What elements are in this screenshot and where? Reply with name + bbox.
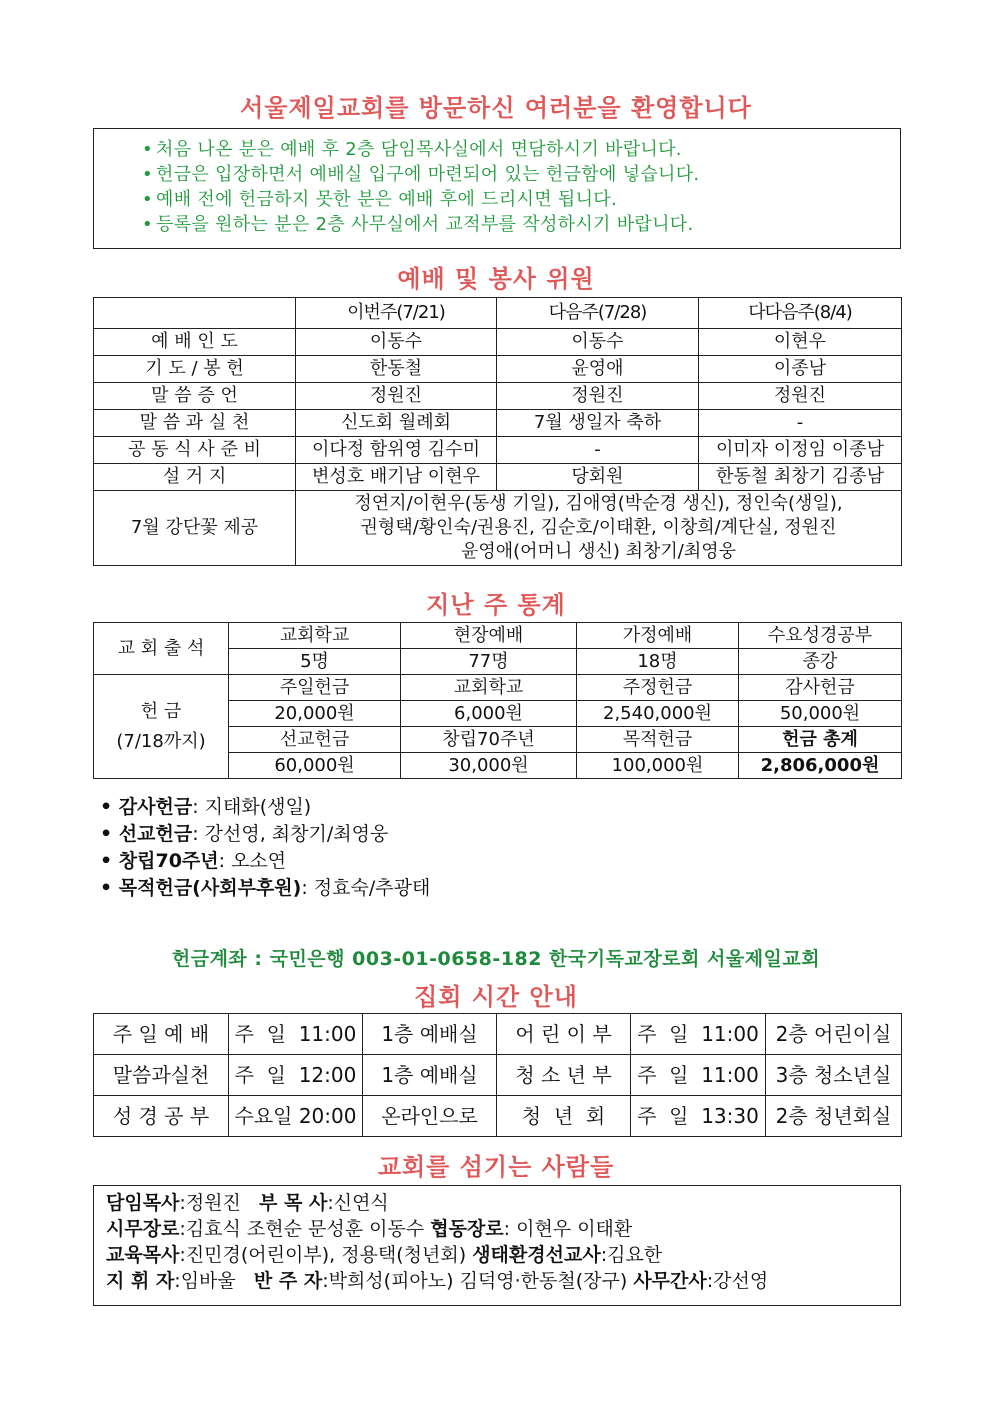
staff-title: 교회를 섬기는 사람들 [377,1153,615,1181]
offering-note [100,875,430,902]
bullet-icon: • [142,139,153,160]
schedule-cell: 온라인으로 [363,1096,497,1137]
attendance-value-row-cell: 77명 [401,649,577,675]
welcome-title: 서울제일교회를 방문하신 여러분을 환영합니다 [240,94,752,122]
flower-line: 정연지/이현우(동생 기일), 김애영(박순경 생신), 정인숙(생일), [354,493,843,514]
offering-note-label: 창립70주년 [118,850,219,872]
welcome-item-text: 등록을 원하는 분은 2층 사무실에서 교적부를 작성하시기 바랍니다. [156,214,694,235]
service-cell: 이종남 [699,356,902,383]
service-cell: 정원진 [296,383,497,410]
offering-header-row-cell: 헌금 총계 [739,727,902,753]
attendance-label: 교 회 출 석 [94,623,229,675]
offering-header-row-cell: 선교헌금 [229,727,401,753]
schedule-cell: 주 일 11:00 [631,1014,766,1055]
offering-label [94,675,229,779]
service-cell: 이동수 [296,329,497,356]
service-cell: 이동수 [497,329,699,356]
schedule-row [94,1055,902,1096]
service-cell: - [699,410,902,437]
service-cell: 7월 생일자 축하 [497,410,699,437]
attendance-value-row-cell: 5명 [229,649,401,675]
offering-label-sub: (7/18까지) [116,730,206,752]
attendance-value-row-cell: 18명 [577,649,739,675]
schedule-cell: 2층 청년회실 [766,1096,902,1137]
offering-note-text: : 강선영, 최창기/최영웅 [192,823,389,845]
service-header-cell: 다다음주(8/4) [699,298,902,329]
service-cell: 이현우 [699,329,902,356]
schedule-cell: 수요일 20:00 [229,1096,363,1137]
service-cell: 신도회 월례회 [296,410,497,437]
service-cell: 정원진 [497,383,699,410]
service-header-row [94,298,902,329]
service-cell: 한동철 최창기 김종남 [699,464,902,491]
offering-note-label: 감사헌금 [118,796,193,818]
staff-role: 담임목사 [106,1192,180,1214]
offering-account: 헌금계좌 : 국민은행 003-01-0658-182 한국기독교장로회 서울제일교회 [171,948,821,970]
welcome-item [142,212,900,237]
service-cell: 예 배 인 도 [94,329,296,356]
flower-cell [296,491,902,566]
service-row [94,437,902,464]
service-cell: 말 씀 과 실 천 [94,410,296,437]
service-cell: 공 동 식 사 준 비 [94,437,296,464]
service-row [94,329,902,356]
service-cell: 이미자 이정임 이종남 [699,437,902,464]
staff-names: :신연식 [327,1192,389,1214]
flower-line: 권형택/황인숙/권용진, 김순호/이태환, 이창희/계단실, 정원진 [360,517,837,538]
service-cell: 정원진 [699,383,902,410]
staff-box [93,1185,901,1306]
schedule-cell: 주 일 12:00 [229,1055,363,1096]
offering-value-row-cell: 30,000원 [401,753,577,779]
offering-value-row-cell: 20,000원 [229,701,401,727]
schedule-cell: 1층 예배실 [363,1055,497,1096]
offering-label-text: 헌 금 [140,700,182,722]
service-table [93,297,902,566]
service-cell: 설 거 지 [94,464,296,491]
offering-note-text: : 정효숙/추광태 [301,877,431,899]
offering-value-row-cell: 2,540,000원 [577,701,739,727]
flower-label: 7월 강단꽃 제공 [94,491,296,566]
offering-note-label: 선교헌금 [118,823,193,845]
staff-line [106,1190,888,1216]
service-cell: 당회원 [497,464,699,491]
offering-header-row-cell: 주일헌금 [229,675,401,701]
service-row [94,356,902,383]
bullet-icon: • [142,189,153,210]
staff-role: 반 주 자 [253,1270,323,1292]
service-cell: 기 도 / 봉 헌 [94,356,296,383]
staff-role: 생태환경선교사 [472,1244,601,1266]
staff-role: 사무간사 [633,1270,707,1292]
welcome-list [94,129,900,237]
offering-value-row-cell: 6,000원 [401,701,577,727]
service-row [94,410,902,437]
offering-note-text: : 오소연 [218,850,287,872]
welcome-item-text: 예배 전에 헌금하지 못한 분은 예배 후에 드리시면 됩니다. [156,189,618,210]
attendance-header-row [94,623,902,649]
service-row [94,464,902,491]
offering-value-row-cell: 50,000원 [739,701,902,727]
staff-names: :강선영 [706,1270,769,1292]
offering-header-row-cell: 감사헌금 [739,675,902,701]
flower-line: 윤영애(어머니 생신) 최창기/최영웅 [461,541,736,562]
service-header-cell: 이번주(7/21) [296,298,497,329]
schedule-cell: 2층 어린이실 [766,1014,902,1055]
welcome-box [93,128,901,249]
staff-names: :임바울 [174,1270,254,1292]
attendance-header-row-cell: 현장예배 [401,623,577,649]
service-cell: - [497,437,699,464]
staff-names: : 이현우 이태환 [503,1218,633,1240]
service-cell: 윤영애 [497,356,699,383]
bullet-icon: • [100,877,119,899]
staff-names: :박희성(피아노) 김덕영·한동철(장구) [322,1270,634,1292]
schedule-row [94,1096,902,1137]
staff-role: 협동장로 [430,1218,504,1240]
staff-role: 시무장로 [106,1218,180,1240]
service-title: 예배 및 봉사 위원 [397,265,595,293]
bullet-icon: • [142,214,153,235]
staff-role: 지 휘 자 [106,1270,175,1292]
staff-names: :진민경(어린이부), 정용택(청년회) [179,1244,473,1266]
stats-table [93,622,902,779]
schedule-cell: 3층 청소년실 [766,1055,902,1096]
attendance-header-row-cell: 수요성경공부 [739,623,902,649]
service-cell: 이다정 함위영 김수미 [296,437,497,464]
offering-note [100,794,430,821]
offering-header-row-cell: 교회학교 [401,675,577,701]
schedule-cell: 성 경 공 부 [94,1096,229,1137]
schedule-cell: 청 년 회 [497,1096,631,1137]
bullet-icon: • [142,164,153,185]
schedule-cell: 1층 예배실 [363,1014,497,1055]
offering-note [100,821,430,848]
welcome-item-text: 헌금은 입장하면서 예배실 입구에 마련되어 있는 헌금함에 넣습니다. [156,164,700,185]
service-header-cell [94,298,296,329]
offering-note-label: 목적헌금(사회부후원) [118,877,302,899]
schedule-title: 집회 시간 안내 [414,983,578,1011]
staff-names: :김효식 조현순 문성훈 이동수 [179,1218,431,1240]
staff-names: :김요한 [600,1244,663,1266]
offering-header-row-cell: 주정헌금 [577,675,739,701]
offering-note-text: : 지태화(생일) [192,796,312,818]
staff-role: 교육목사 [106,1244,180,1266]
schedule-row [94,1014,902,1055]
staff-role: 부 목 사 [259,1192,328,1214]
offering-value-row-cell: 100,000원 [577,753,739,779]
service-row [94,383,902,410]
schedule-cell: 주 일 13:30 [631,1096,766,1137]
staff-line [106,1216,888,1242]
stats-title: 지난 주 통계 [426,591,566,619]
staff-line [106,1242,888,1268]
service-cell: 변성호 배기남 이현우 [296,464,497,491]
offering-header-row-cell: 목적헌금 [577,727,739,753]
service-header-cell: 다음주(7/28) [497,298,699,329]
schedule-cell: 청 소 년 부 [497,1055,631,1096]
offering-value-row-cell: 60,000원 [229,753,401,779]
schedule-table [93,1013,902,1137]
welcome-item [142,187,900,212]
offering-notes [100,794,430,902]
bullet-icon: • [100,823,119,845]
service-cell: 한동철 [296,356,497,383]
schedule-cell: 주 일 11:00 [631,1055,766,1096]
attendance-header-row-cell: 가정예배 [577,623,739,649]
attendance-header-row-cell: 교회학교 [229,623,401,649]
schedule-cell: 주 일 11:00 [229,1014,363,1055]
staff-line [106,1268,888,1294]
welcome-item [142,162,900,187]
flower-row [94,491,902,566]
welcome-item [142,137,900,162]
offering-note [100,848,430,875]
bullet-icon: • [100,796,119,818]
welcome-item-text: 처음 나온 분은 예배 후 2층 담임목사실에서 면담하시기 바랍니다. [156,139,682,160]
schedule-cell: 말씀과실천 [94,1055,229,1096]
offering-value-row-cell: 2,806,000원 [739,753,902,779]
offering-header-row [94,675,902,701]
staff-names: :정원진 [179,1192,260,1214]
schedule-cell: 주 일 예 배 [94,1014,229,1055]
schedule-cell: 어 린 이 부 [497,1014,631,1055]
attendance-value-row-cell: 종강 [739,649,902,675]
bullet-icon: • [100,850,119,872]
offering-header-row-cell: 창립70주년 [401,727,577,753]
service-cell: 말 씀 증 언 [94,383,296,410]
